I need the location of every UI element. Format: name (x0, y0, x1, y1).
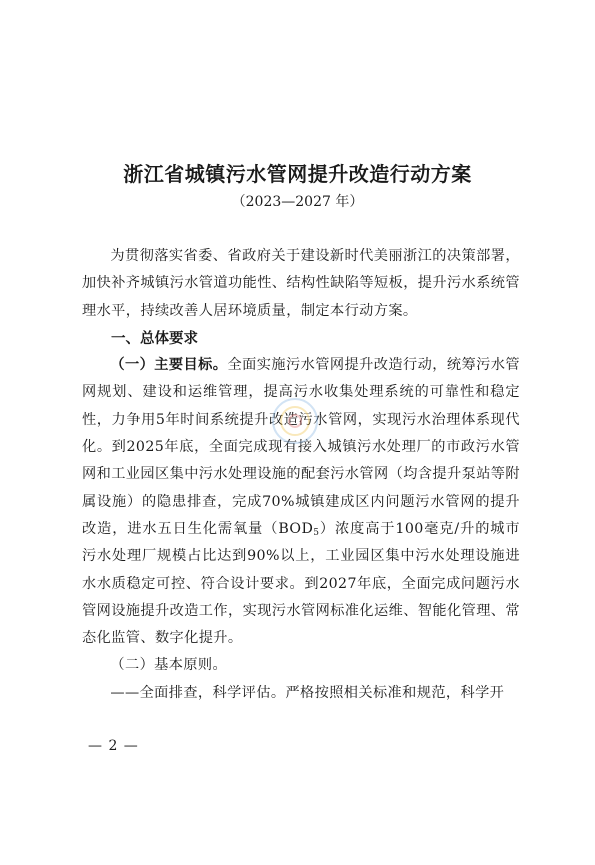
section-heading: 一、总体要求 (111, 329, 198, 347)
document-body (82, 243, 520, 707)
goal-label: （一）主要目标。 (110, 357, 228, 374)
seal-logo-icon (262, 388, 328, 454)
goal-subscript: 5 (313, 527, 320, 538)
page-title: 浙江省城镇污水管网提升改造行动方案 (123, 162, 472, 186)
page-number: — 2 — (88, 738, 139, 754)
intro-paragraph: 为贯彻落实省委、省政府关于建设新时代美丽浙江的决策部署，加快补齐城镇污水管道功能性、结构性缺陷等短板，提升污水系统管理水平，持续改善人居环境质量，制定本行动方案。 (82, 248, 520, 319)
principle-heading: （二）基本原则。 (110, 657, 228, 674)
goal-text-a: 全面实施污水管网提升改造行动，统筹污水管网规划、建设和运维管理，提高污水收集处理系统的可靠性和稳定性，力争用5年时间系统提升改造污水管网，实现污水治理体系现代化。到2025年底，全面完成现有接入城镇污水处理厂的市政污水管网和工业园区集中污水处理设施的配套污水管网（均含提升泵站等附属设施）的隐患排查，完成70%城镇建成区内问题污水管网的提升改造，进水五日生化需氧量（BOD (82, 357, 520, 537)
page-subtitle: （2023—2027 年） (231, 194, 364, 210)
principle-line: ——全面排查，科学评估。严格按照相关标准和规范，科学开 (110, 684, 505, 701)
goal-text-b: ）浓度高于100毫克/升的城市污水处理厂规模占比达到90%以上，工业园区集中污水处理设施进水水质稳定可控、符合设计要求。到2027年底，全面完成问题污水管网设施提升改造工作，实现污水管网标准化运维、智能化管理、常态化监管、数字化提升。 (82, 520, 520, 647)
